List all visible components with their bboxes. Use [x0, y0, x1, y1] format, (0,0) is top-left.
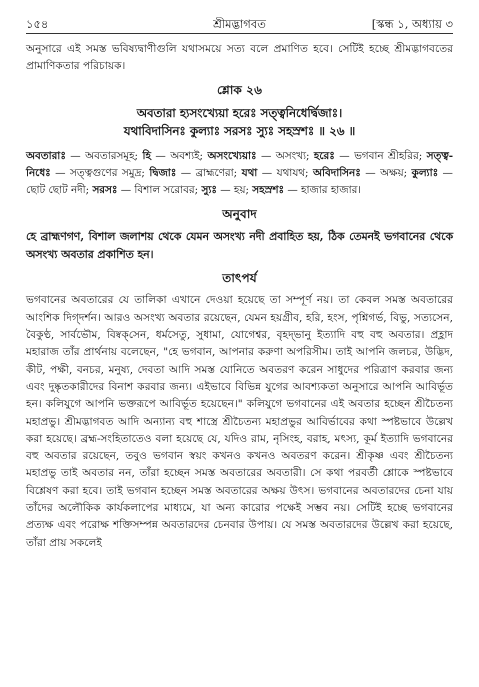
page-number: ১৫৪ [26, 17, 49, 31]
synonym-meaning: হাজার হাজার। [301, 184, 362, 197]
synonym-word: দ্বিজাঃ [149, 167, 177, 180]
synonym-word: অসংখ্যেয়াঃ [207, 150, 257, 163]
translation-text: হে ব্রাহ্মণগণ, বিশাল জলাশয় থেকে যেমন অসংখ্য নদী প্রবাহিত হয়, ঠিক তেমনই ভগবানের থেকে অসংখ্য অবতার প্রকাশিত হন। [26, 230, 453, 261]
verse-heading: শ্লোক ২৬ [216, 83, 263, 98]
synonym-word: কুল্যাঃ [411, 167, 439, 180]
translation-heading: অনুবাদ [222, 207, 257, 222]
synonym-word: হি [142, 150, 151, 163]
synonym-word: সরসঃ [92, 184, 118, 197]
synonym-word: হরেঃ [313, 150, 335, 163]
synonym-word: যথা [241, 167, 258, 180]
synonym-meaning: বিশাল সরোবর [134, 184, 195, 197]
word-meanings: অবতারাঃ — অবতারসমূহ; হি — অবশ্যই; অসংখ্যেয়াঃ — অসংখ্য; হরেঃ — ভগবান শ্রীহরির; সত্ত্ব-নিধেঃ — সত্ত্বগুণের সমুদ্র; দ্বিজাঃ — ব্রাহ্মণেরা; যথা — যথাযথ; অবিদাসিনঃ — অক্ষয়; কুল্যাঃ — ছোট ছোট নদী; সরসঃ — বিশাল সরোবর; স্যুঃ — হয়; সহস্রশঃ — হাজার হাজার। [26, 150, 454, 197]
synonym-meaning: ভগবান শ্রীহরির [354, 150, 419, 163]
synonym-meaning: অবশ্যই [170, 150, 200, 163]
verse-text [26, 104, 453, 140]
synonym-meaning: সত্ত্বগুণের সমুদ্র [69, 167, 142, 180]
synonym-meaning: অবতারসমূহ [85, 150, 135, 163]
synonym-word: সহস্রশঃ [252, 184, 285, 197]
synonym-meaning: হয় [233, 184, 246, 197]
purport-heading: তাৎপর্য [222, 271, 257, 286]
section-reference: [স্কন্ধ ১, অধ্যায় ৩ [371, 17, 453, 31]
synonym-word: স্যুঃ [201, 184, 217, 197]
book-title: শ্রীমদ্ভাগবত [213, 17, 266, 31]
synonym-meaning: যথাযথ [276, 167, 306, 180]
synonym-meaning: ব্রাহ্মণেরা [195, 167, 234, 180]
synonym-meaning: ছোট ছোট নদী [26, 184, 86, 197]
purport-text: ভগবানের অবতারের যে তালিকা এখানে দেওয়া হয়েছে তা সম্পূর্ণ নয়। তা কেবল সমস্ত অবতারের আংশিক দিগ্‌দর্শন। আরও অসংখ্য অবতার রয়েছেন, যেমন হয়গ্রীব, হরি, হংস, পৃশ্নিগর্ভ, বিভু, সত্যসেন, বৈকুণ্ঠ, সার্বভৌম, বিষ্বক্‌সেন, ধর্মসেতু, সুধামা, যোগেশ্বর, বৃহদ্‌ভানু ইত্যাদি বহু বহু অবতার। প্রহ্লাদ মহারাজ তাঁর প্রার্থনায় বলেছেন, "হে ভগবান, আপনার করুণা অপরিসীম। তাই আপনি জলচর, উদ্ভিদ, কীট, পক্ষী, বনচর, মনুষ্য, দেবতা আদি সমস্ত যোনিতে অবতরণ করেন সাধুদের পরিত্রাণ করবার জন্য এবং দুষ্কৃতকারীদের বিনাশ করবার জন্য। এইভাবে বিভিন্ন যুগের আবশ্যকতা অনুসারে আপনি আবির্ভূত হন। কলিযুগে আপনি ভক্তরূপে আবির্ভূত হয়েছেন।" কলিযুগে ভগবানের এই অবতার হচ্ছেন শ্রীচৈতন্য মহাপ্রভু। শ্রীমদ্ভাগবত আদি অন্যান্য বহু শাস্ত্রে শ্রীচৈতন্য মহাপ্রভুর আবির্ভাবের কথা স্পষ্টভাবে উল্লেখ করা হয়েছে। ব্রহ্ম-সংহিতাতেও বলা হয়েছে যে, যদিও রাম, নৃসিংহ, বরাহ, মৎস্য, কূর্ম ইত্যাদি ভগবানের বহু অবতার রয়েছেন, তবুও ভগবান স্বয়ং কখনও কখনও অবতরণ করেন। শ্রীকৃষ্ণ এবং শ্রীচৈতন্য মহাপ্রভু তাই অবতার নন, তাঁরা হচ্ছেন সমস্ত অবতারের অবতারী। সে কথা পরবর্তী শ্লোকে স্পষ্টভাবে বিশ্লেষণ করা হবে। তাই ভগবান হচ্ছেন সমস্ত অবতারের অক্ষয় উৎস। ভগবানের অবতারদের চেনা যায় তাঁদের অলৌকিক কার্যকলাপের মাধ্যমে, যা অন্য কারোর পক্ষেই সম্ভব নয়। সেটিই হচ্ছে ভগবানের প্রত্যক্ষ এবং পরোক্ষ শক্তিসম্পন্ন অবতারদের চেনবার উপায়। যে সমস্ত অবতারদের উল্লেখ করা হয়েছে, তাঁরা প্রায় সকলেই [26, 294, 453, 549]
synonym-meaning: অক্ষয় [380, 167, 404, 180]
page-header [26, 14, 453, 32]
synonym-word: অবিদাসিনঃ [312, 167, 361, 180]
verse-line-1: অবতারা হ্যসংখ্যেয়া হরেঃ সত্ত্বনিধের্দ্বিজাঃ। [136, 106, 343, 121]
intro-paragraph: অনুসারে এই সমস্ত ভবিষ্যদ্বাণীগুলি যথাসময়ে সত্য বলে প্রমাণিত হবে। সেটিই হচ্ছে শ্রীমদ্ভাগবতের প্রামাণিকতার পরিচায়ক। [26, 43, 453, 73]
synonym-word: সত্ত্ব-নিধেঃ [26, 150, 454, 180]
verse-line-2: যথাবিদাসিনঃ কুল্যাঃ সরসঃ স্যুঃ সহস্রশঃ ॥ ২৬ ॥ [123, 124, 356, 139]
synonym-word: অবতারাঃ [26, 150, 66, 163]
synonym-meaning: অসংখ্য [275, 150, 306, 163]
